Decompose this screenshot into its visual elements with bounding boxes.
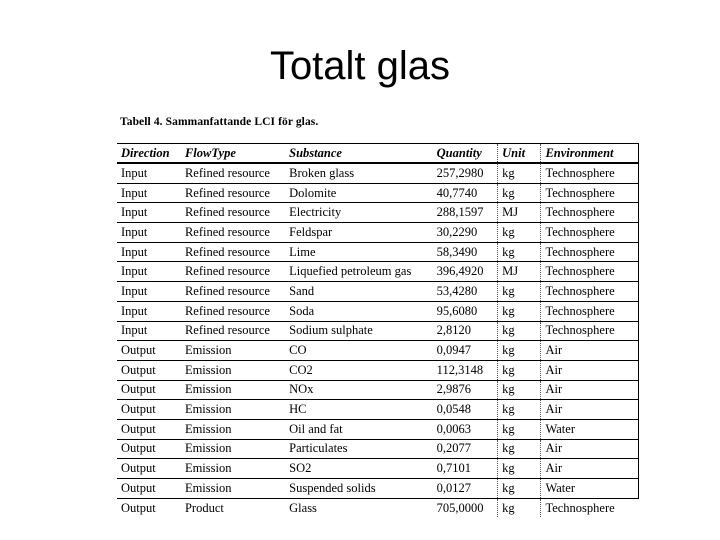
table-caption: Tabell 4. Sammanfattande LCI för glas. [120,116,319,128]
cell-flowtype: Emission [181,400,285,420]
cell-environment: Water [541,419,639,439]
cell-environment: Air [541,360,639,380]
cell-substance: Lime [285,242,433,262]
table-row [117,223,639,243]
cell-direction: Input [117,183,181,203]
cell-substance: Liquefied petroleum gas [285,262,433,282]
cell-unit: kg [498,301,541,321]
cell-substance: NOx [285,380,433,400]
cell-direction: Output [117,341,181,361]
column-header-direction: Direction [117,144,181,164]
cell-substance: Soda [285,301,433,321]
cell-substance: SO2 [285,459,433,479]
cell-direction: Input [117,163,181,183]
cell-direction: Input [117,242,181,262]
cell-unit: kg [498,479,541,499]
table-row [117,419,639,439]
cell-environment: Technosphere [541,223,639,243]
cell-unit: kg [498,223,541,243]
cell-environment: Technosphere [545,500,615,515]
cell-flowtype: Emission [181,479,285,499]
cell-quantity: 40,7740 [433,183,498,203]
cell-environment: Technosphere [541,321,639,341]
cell-environment: Air [541,459,639,479]
cell-flowtype: Refined resource [181,163,285,183]
cell-environment: Technosphere [541,301,639,321]
cell-direction: Output [117,439,181,459]
cell-unit: kg [498,498,541,517]
cell-direction: Output [117,459,181,479]
cell-flowtype: Emission [181,419,285,439]
cell-direction: Output [121,500,156,515]
cell-quantity: 705,0000 [433,498,498,517]
cell-quantity: 288,1597 [433,203,498,223]
cell-substance: Particulates [285,439,433,459]
cell-direction: Output [117,360,181,380]
table-header-row [117,144,639,164]
cell-quantity: 30,2290 [433,223,498,243]
cell-quantity: 0,7101 [433,459,498,479]
cell-environment: Technosphere [541,262,639,282]
column-header-substance: Substance [285,144,433,164]
cell-substance: Sand [285,282,433,302]
cell-unit: kg [498,439,541,459]
table-row [117,203,639,223]
cell-environment: Technosphere [541,163,639,183]
table-row [117,183,639,203]
cell-flowtype: Refined resource [181,203,285,223]
cell-environment: Air [541,341,639,361]
cell-unit: kg [498,459,541,479]
cell-substance: CO [285,341,433,361]
cell-unit: kg [498,321,541,341]
table-row [117,301,639,321]
cell-flowtype: Emission [181,360,285,380]
table-row [117,262,639,282]
cell-quantity: 112,3148 [433,360,498,380]
cell-direction: Input [117,223,181,243]
cell-quantity: 2,9876 [433,380,498,400]
cell-environment: Technosphere [541,203,639,223]
cell-flowtype: Product [184,500,224,515]
cell-substance: Feldspar [285,223,433,243]
column-header-flowtype: FlowType [181,144,285,164]
cell-direction: Input [117,262,181,282]
cell-quantity: 53,4280 [433,282,498,302]
cell-flowtype: Refined resource [181,223,285,243]
cell-quantity: 0,0947 [433,341,498,361]
cell-unit: kg [498,163,541,183]
cell-quantity: 0,0127 [433,479,498,499]
cell-direction: Output [117,479,181,499]
cell-quantity: 0,0548 [433,400,498,420]
cell-quantity: 0,0063 [433,419,498,439]
cell-unit: kg [498,341,541,361]
column-header-unit: Unit [498,144,541,164]
table-row [117,380,639,400]
table-row [117,459,639,479]
cell-unit: kg [498,242,541,262]
cell-flowtype: Refined resource [181,301,285,321]
cell-flowtype: Refined resource [181,262,285,282]
cell-flowtype: Refined resource [181,282,285,302]
cell-unit: kg [498,419,541,439]
table-row [117,479,639,499]
table-row [117,341,639,361]
cell-environment: Air [541,380,639,400]
cell-unit: kg [498,183,541,203]
cell-flowtype: Emission [181,439,285,459]
cell-substance: Suspended solids [285,479,433,499]
cell-direction: Output [117,419,181,439]
cell-direction: Input [117,321,181,341]
cell-quantity: 58,3490 [433,242,498,262]
cell-substance: Dolomite [285,183,433,203]
cell-substance: HC [285,400,433,420]
table-row [117,360,639,380]
lci-table [117,143,639,517]
cell-quantity: 0,2077 [433,439,498,459]
cell-direction: Input [117,282,181,302]
cell-direction: Output [117,380,181,400]
cell-quantity: 257,2980 [433,163,498,183]
table-row [117,439,639,459]
table-body [117,163,639,517]
cell-unit: kg [498,282,541,302]
cell-unit: kg [498,400,541,420]
cell-substance: Glass [289,500,317,515]
cell-quantity: 2,8120 [433,321,498,341]
cell-environment: Technosphere [541,282,639,302]
cell-substance: Electricity [285,203,433,223]
cell-flowtype: Emission [181,459,285,479]
cell-environment: Air [541,439,639,459]
cell-direction: Input [117,203,181,223]
cell-direction: Output [117,400,181,420]
cell-environment: Technosphere [541,183,639,203]
slide-title: Totalt glas [269,44,451,88]
table-row [117,400,639,420]
table-row [117,498,639,517]
cell-unit: MJ [498,262,541,282]
column-header-environment: Environment [541,144,639,164]
cell-quantity: 95,6080 [433,301,498,321]
column-header-quantity: Quantity [433,144,498,164]
cell-flowtype: Refined resource [181,183,285,203]
cell-unit: kg [498,380,541,400]
cell-unit: MJ [498,203,541,223]
cell-flowtype: Refined resource [181,321,285,341]
cell-flowtype: Emission [181,341,285,361]
cell-environment: Water [541,479,639,499]
cell-direction: Input [117,301,181,321]
cell-substance: Oil and fat [285,419,433,439]
cell-flowtype: Emission [181,380,285,400]
table-row [117,321,639,341]
cell-environment: Air [541,400,639,420]
table-row [117,282,639,302]
cell-unit: kg [498,360,541,380]
table-right-border [638,143,639,498]
cell-quantity: 396,4920 [433,262,498,282]
table-row [117,163,639,183]
cell-substance: Broken glass [285,163,433,183]
table-row [117,242,639,262]
cell-substance: CO2 [285,360,433,380]
cell-substance: Sodium sulphate [285,321,433,341]
cell-environment: Technosphere [541,242,639,262]
cell-flowtype: Refined resource [181,242,285,262]
